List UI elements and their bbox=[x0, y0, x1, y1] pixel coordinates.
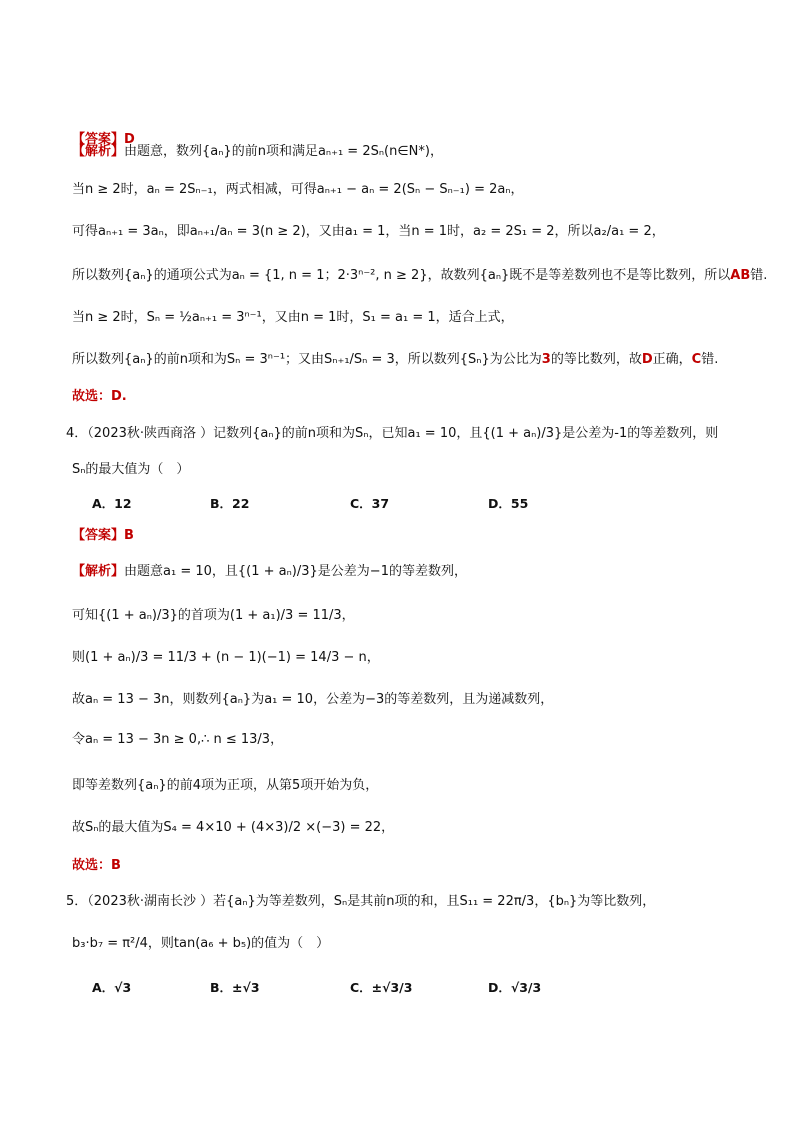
q4-analysis-line-3: 则(1 + aₙ)/3 = 11/3 + (n − 1)(−1) = 14/3 − n， bbox=[72, 650, 380, 665]
q4-answer-line bbox=[72, 526, 754, 546]
q4-option-a: A．12 bbox=[92, 496, 132, 511]
q5-option-b: B．±√3 bbox=[210, 980, 260, 995]
analysis-tag: 【解析】 bbox=[72, 564, 125, 579]
analysis-text: 错. bbox=[701, 352, 719, 367]
answer-tag: 【答案】 bbox=[72, 528, 125, 543]
highlight-option: C bbox=[691, 352, 702, 367]
q3-analysis-line-6 bbox=[72, 350, 754, 370]
q4-stem-line-1: 4．（2023秋·陕西商洛 ）记数列{aₙ}的前n项和为Sₙ，已知a₁ = 10，且{(1 + aₙ)/3}是公差为-1的等差数列，则 bbox=[66, 426, 719, 441]
analysis-text: 所以数列{aₙ}的通项公式为aₙ = {1, n = 1；2·3ⁿ⁻², n ≥ 2}，故数列{aₙ}既不是等差数列也不是等比数列，所以 bbox=[72, 268, 731, 283]
q3-analysis-line-2: 当n ≥ 2时，aₙ = 2Sₙ₋₁，两式相减，可得aₙ₊₁ − aₙ = 2(Sₙ − Sₙ₋₁) = 2aₙ， bbox=[72, 182, 524, 197]
q5-stem-line-2: b₃·b₇ = π²/4，则tan(a₆ + b₅)的值为（ ） bbox=[72, 936, 330, 951]
answer-value: B bbox=[124, 528, 134, 543]
q4-analysis-line-7: 故Sₙ的最大值为S₄ = 4×10 + (4×3)/2 ×(−3) = 22， bbox=[72, 820, 395, 835]
analysis-text: 错. bbox=[750, 268, 768, 283]
q5-option-d: D．√3/3 bbox=[488, 980, 542, 995]
answer-tag: 【答案】 bbox=[72, 132, 125, 147]
q3-analysis-line-4 bbox=[72, 266, 768, 286]
q3-analysis-line-3: 可得aₙ₊₁ = 3aₙ，即aₙ₊₁/aₙ = 3(n ≥ 2)，又由a₁ = 1，当n = 1时，a₂ = 2S₁ = 2，所以a₂/a₁ = 2， bbox=[72, 224, 665, 239]
q5-option-a: A．√3 bbox=[92, 980, 132, 995]
q4-analysis-line-2: 可知{(1 + aₙ)/3}的首项为(1 + a₁)/3 = 11/3， bbox=[72, 608, 355, 623]
q3-choose-line: 故选：D. bbox=[72, 389, 127, 404]
analysis-text: 的等比数列，故 bbox=[550, 352, 642, 367]
q4-choose-line: 故选：B bbox=[72, 858, 121, 873]
q3-analysis-line-1 bbox=[72, 142, 754, 162]
q4-stem-line-2: Sₙ的最大值为（ ） bbox=[72, 462, 190, 477]
answer-value: D bbox=[124, 132, 135, 147]
analysis-tag: 【解析】 bbox=[72, 144, 125, 159]
q4-option-c: C．37 bbox=[350, 496, 390, 511]
q4-analysis-line-4: 故aₙ = 13 − 3n，则数列{aₙ}为a₁ = 10，公差为−3的等差数列，且为递减数列， bbox=[72, 692, 554, 707]
q4-analysis-line-6: 即等差数列{aₙ}的前4项为正项，从第5项开始为负， bbox=[72, 778, 379, 793]
q5-stem-line-1: 5．（2023秋·湖南长沙 ）若{aₙ}为等差数列，Sₙ是其前n项的和，且S₁₁ = 22π/3，{bₙ}为等比数列， bbox=[66, 894, 656, 909]
analysis-text: 由题意，数列{aₙ}的前n项和满足aₙ₊₁ = 2Sₙ(n∈N*)， bbox=[124, 144, 443, 159]
q5-option-c: C．±√3/3 bbox=[350, 980, 413, 995]
q4-option-b: B．22 bbox=[210, 496, 250, 511]
q4-analysis-line-1 bbox=[72, 562, 754, 582]
q4-analysis-line-5: 令aₙ = 13 − 3n ≥ 0,∴ n ≤ 13/3， bbox=[72, 732, 284, 747]
highlight-number: 3 bbox=[541, 352, 551, 367]
highlight-options: AB bbox=[730, 268, 751, 283]
q4-option-d: D．55 bbox=[488, 496, 529, 511]
analysis-text: 正确， bbox=[652, 352, 692, 367]
highlight-option: D bbox=[641, 352, 653, 367]
analysis-text: 由题意a₁ = 10，且{(1 + aₙ)/3}是公差为−1的等差数列， bbox=[124, 564, 467, 579]
q3-analysis-line-5: 当n ≥ 2时，Sₙ = ½aₙ₊₁ = 3ⁿ⁻¹，又由n = 1时，S₁ = a₁ = 1，适合上式， bbox=[72, 310, 514, 325]
analysis-text: 所以数列{aₙ}的前n项和为Sₙ = 3ⁿ⁻¹；又由Sₙ₊₁/Sₙ = 3，所以数列{Sₙ}为公比为 bbox=[72, 352, 542, 367]
